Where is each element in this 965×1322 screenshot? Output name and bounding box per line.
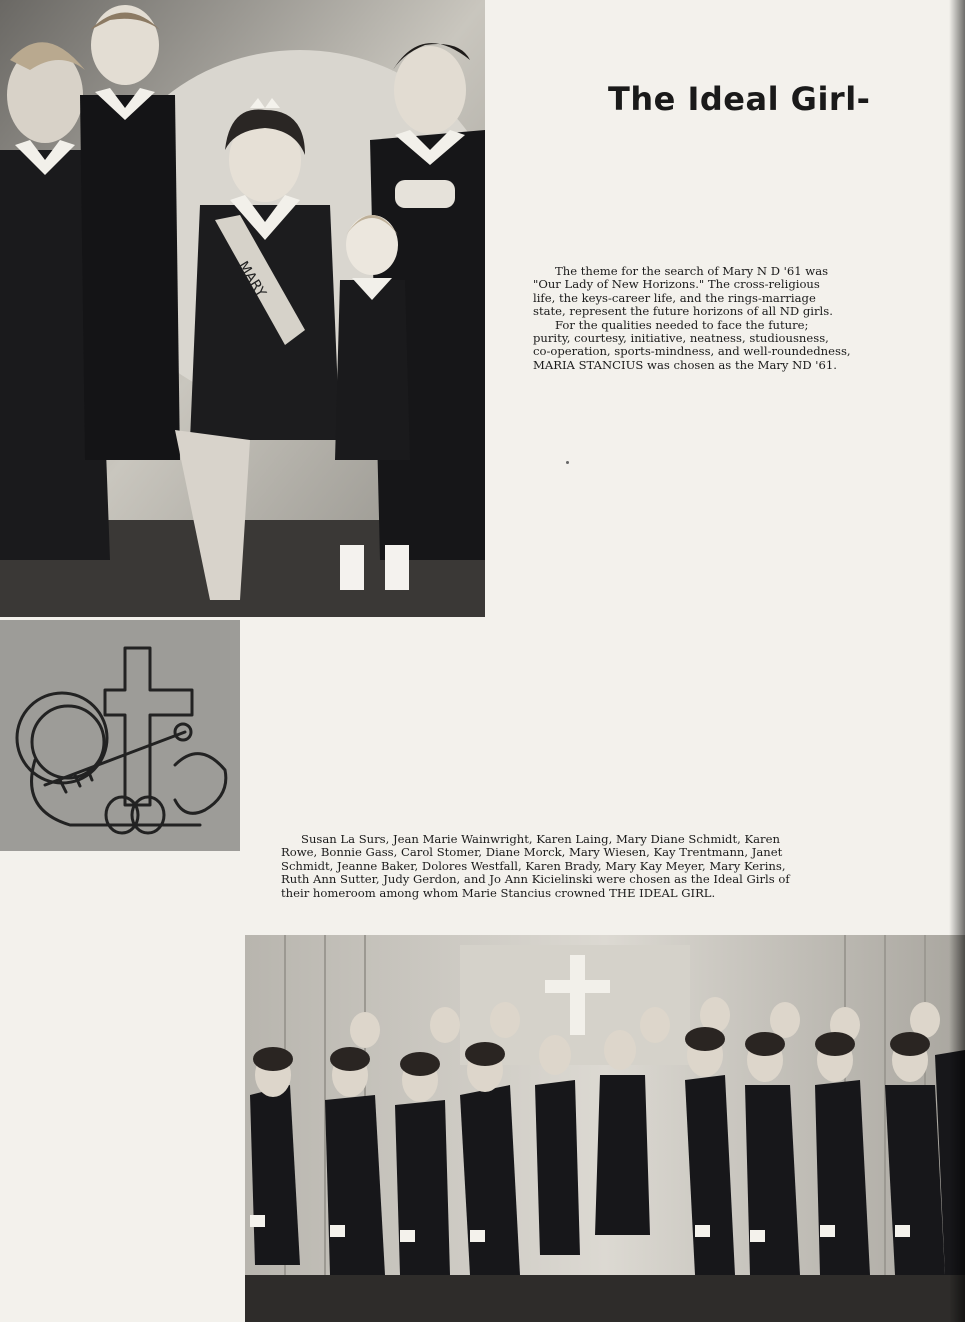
caption-line: Schmidt, Jeanne Baker, Dolores Westfall, Karen Brady, Mary Kay Meyer, Mary Kerins, <box>281 858 786 873</box>
theme-line: purity, courtesy, initiative, neatness, studiousness, <box>533 331 829 346</box>
theme-paragraph <box>533 265 929 372</box>
photo-mary-nd-coronation <box>0 0 485 617</box>
sash-text: MARY <box>234 258 269 301</box>
theme-line: co-operation, sports-mindness, and well-roundedness, <box>533 344 851 359</box>
emblem-graphic <box>0 620 240 851</box>
theme-line: For the qualities needed to face the future; <box>555 317 809 332</box>
page-title: The Ideal Girl- <box>608 80 871 118</box>
key-shaft <box>45 732 185 785</box>
theme-line: MARIA STANCIUS was chosen as the Mary ND '61. <box>533 357 837 372</box>
theme-line: "Our Lady of New Horizons." The cross-religious <box>533 277 820 292</box>
ideal-girls-caption <box>281 833 931 900</box>
photo-ideal-girls-group <box>245 935 965 1322</box>
speck <box>566 461 569 464</box>
emblem-cross-key-rings <box>0 620 240 851</box>
caption-line: their homeroom among whom Marie Stancius crowned THE IDEAL GIRL. <box>281 885 716 900</box>
theme-line: The theme for the search of Mary N D '61 was <box>555 264 829 278</box>
caption-line: Rowe, Bonnie Gass, Carol Stomer, Diane Morck, Mary Wiesen, Kay Trentmann, Janet <box>281 845 783 860</box>
group-photo-graphic <box>245 935 965 1322</box>
binding-shadow <box>949 0 965 1322</box>
caption-line: Ruth Ann Sutter, Judy Gerdon, and Jo Ann Kicielinski were chosen as the Ideal Girls of <box>281 872 790 887</box>
flower-outline <box>175 754 226 814</box>
coronation-photo-graphic <box>0 0 485 617</box>
theme-line: life, the keys-career life, and the rings-marriage <box>533 290 816 305</box>
theme-line: state, represent the future horizons of all ND girls. <box>533 304 833 319</box>
caption-line: Susan La Surs, Jean Marie Wainwright, Karen Laing, Mary Diane Schmidt, Karen <box>301 832 780 846</box>
